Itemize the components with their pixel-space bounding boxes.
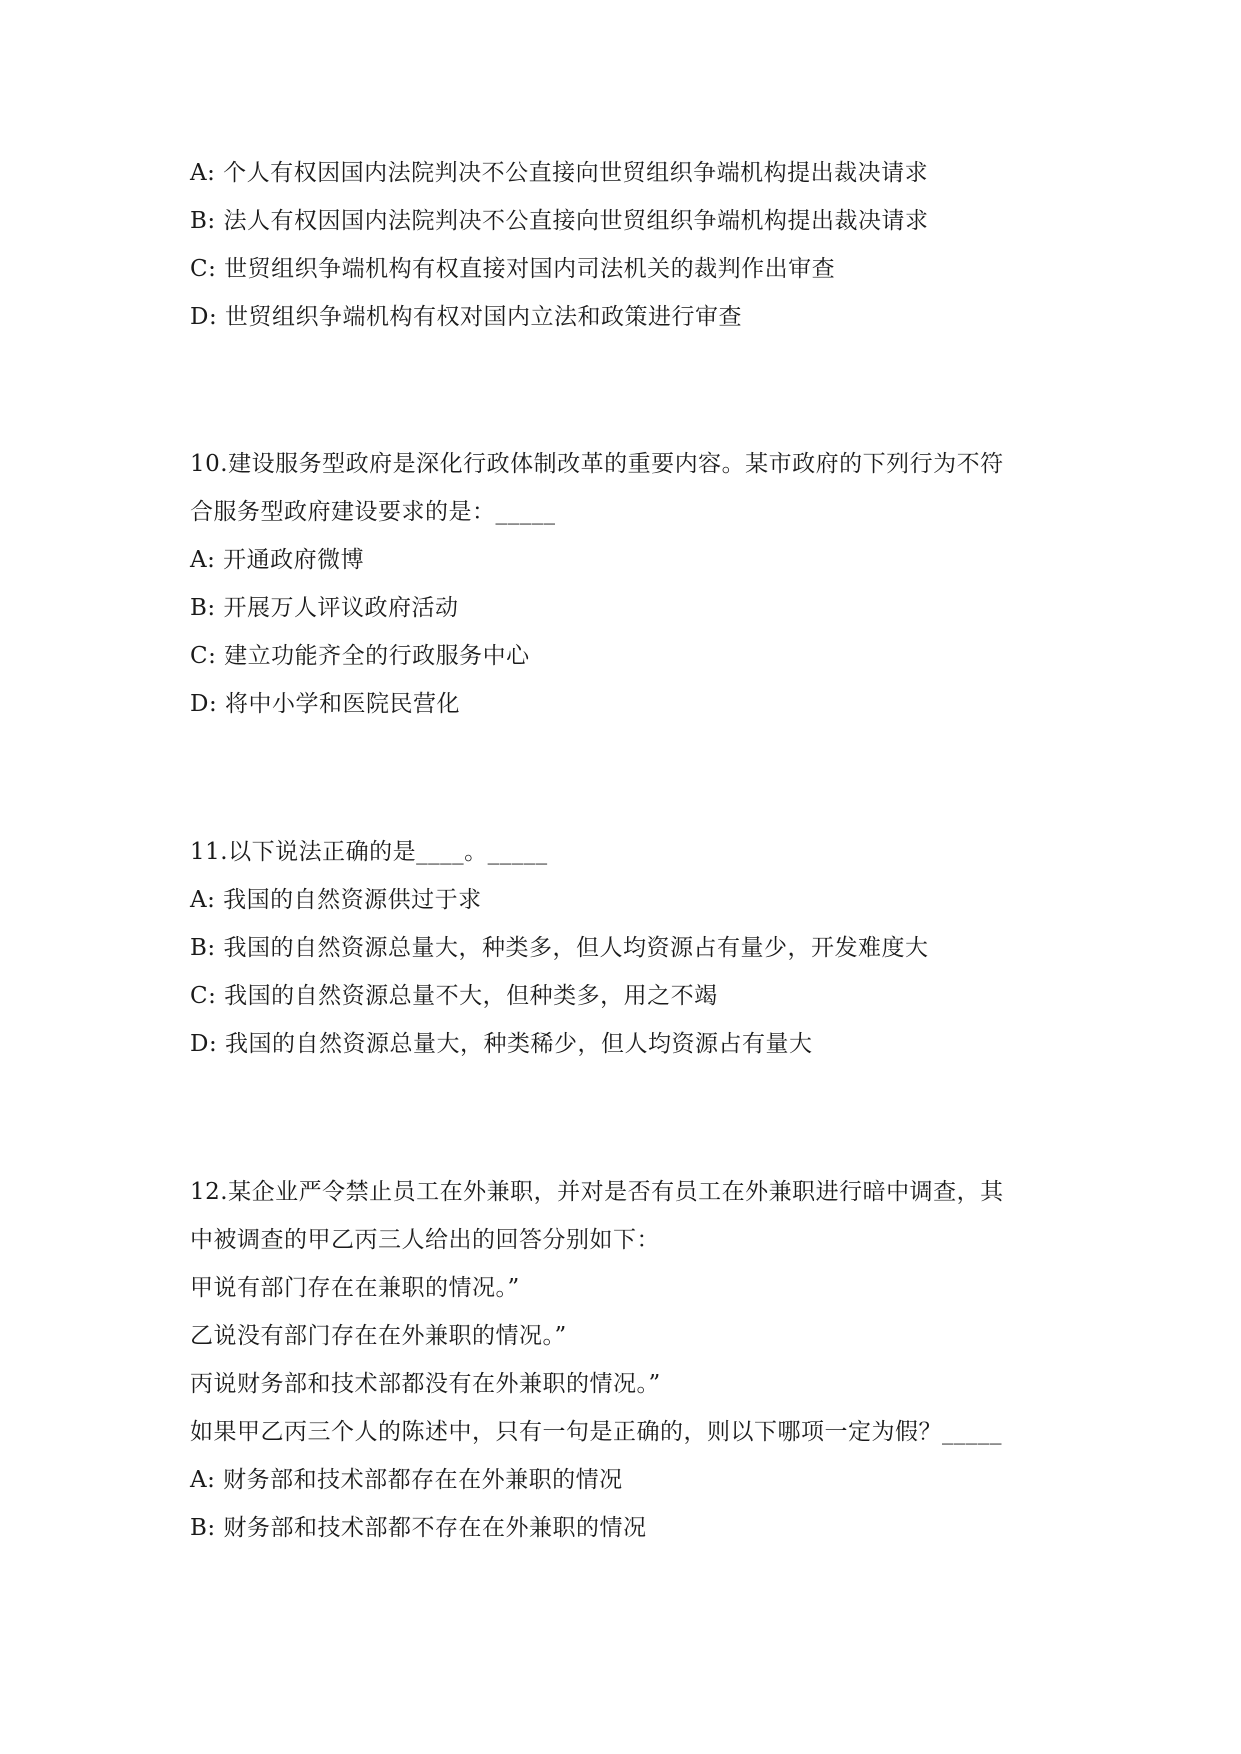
q12-option-b: B: 财务部和技术部都不存在在外兼职的情况	[190, 1515, 647, 1541]
q9-option-c: C: 世贸组织争端机构有权直接对国内司法机关的裁判作出审查	[190, 256, 836, 282]
q10-stem-line-1: 10.建设服务型政府是深化行政体制改革的重要内容。某市政府的下列行为不符	[190, 451, 1004, 477]
q10-option-a: A: 开通政府微博	[190, 547, 365, 573]
q11-option-a: A: 我国的自然资源供过于求	[190, 887, 482, 913]
q11-option-b: B: 我国的自然资源总量大，种类多，但人均资源占有量少，开发难度大	[190, 935, 929, 961]
q10-option-c: C: 建立功能齐全的行政服务中心	[190, 643, 530, 669]
q12-stem-line-1: 12.某企业严令禁止员工在外兼职，并对是否有员工在外兼职进行暗中调查，其	[190, 1179, 1004, 1205]
q10-option-b: B: 开展万人评议政府活动	[190, 595, 459, 621]
q9-option-d: D: 世贸组织争端机构有权对国内立法和政策进行审查	[190, 304, 743, 330]
q12-stem-line-6: 如果甲乙丙三个人的陈述中，只有一句是正确的，则以下哪项一定为假？_____	[190, 1419, 1002, 1445]
q9-option-a: A: 个人有权因国内法院判决不公直接向世贸组织争端机构提出裁决请求	[190, 160, 929, 186]
q12-stem-line-2: 中被调查的甲乙丙三人给出的回答分别如下：	[190, 1227, 660, 1253]
q11-option-c: C: 我国的自然资源总量不大，但种类多，用之不竭	[190, 983, 718, 1009]
q12-stem-line-3: 甲说有部门存在在兼职的情况。”	[190, 1275, 520, 1301]
q12-stem-line-5: 丙说财务部和技术部都没有在外兼职的情况。”	[190, 1371, 661, 1397]
q10-option-d: D: 将中小学和医院民营化	[190, 691, 461, 717]
q10-stem-line-2: 合服务型政府建设要求的是：_____	[190, 499, 556, 525]
q11-option-d: D: 我国的自然资源总量大，种类稀少，但人均资源占有量大	[190, 1031, 813, 1057]
q12-option-a: A: 财务部和技术部都存在在外兼职的情况	[190, 1467, 623, 1493]
q11-stem: 11.以下说法正确的是____。_____	[190, 839, 548, 865]
q12-stem-line-4: 乙说没有部门存在在外兼职的情况。”	[190, 1323, 567, 1349]
q9-option-b: B: 法人有权因国内法院判决不公直接向世贸组织争端机构提出裁决请求	[190, 208, 929, 234]
